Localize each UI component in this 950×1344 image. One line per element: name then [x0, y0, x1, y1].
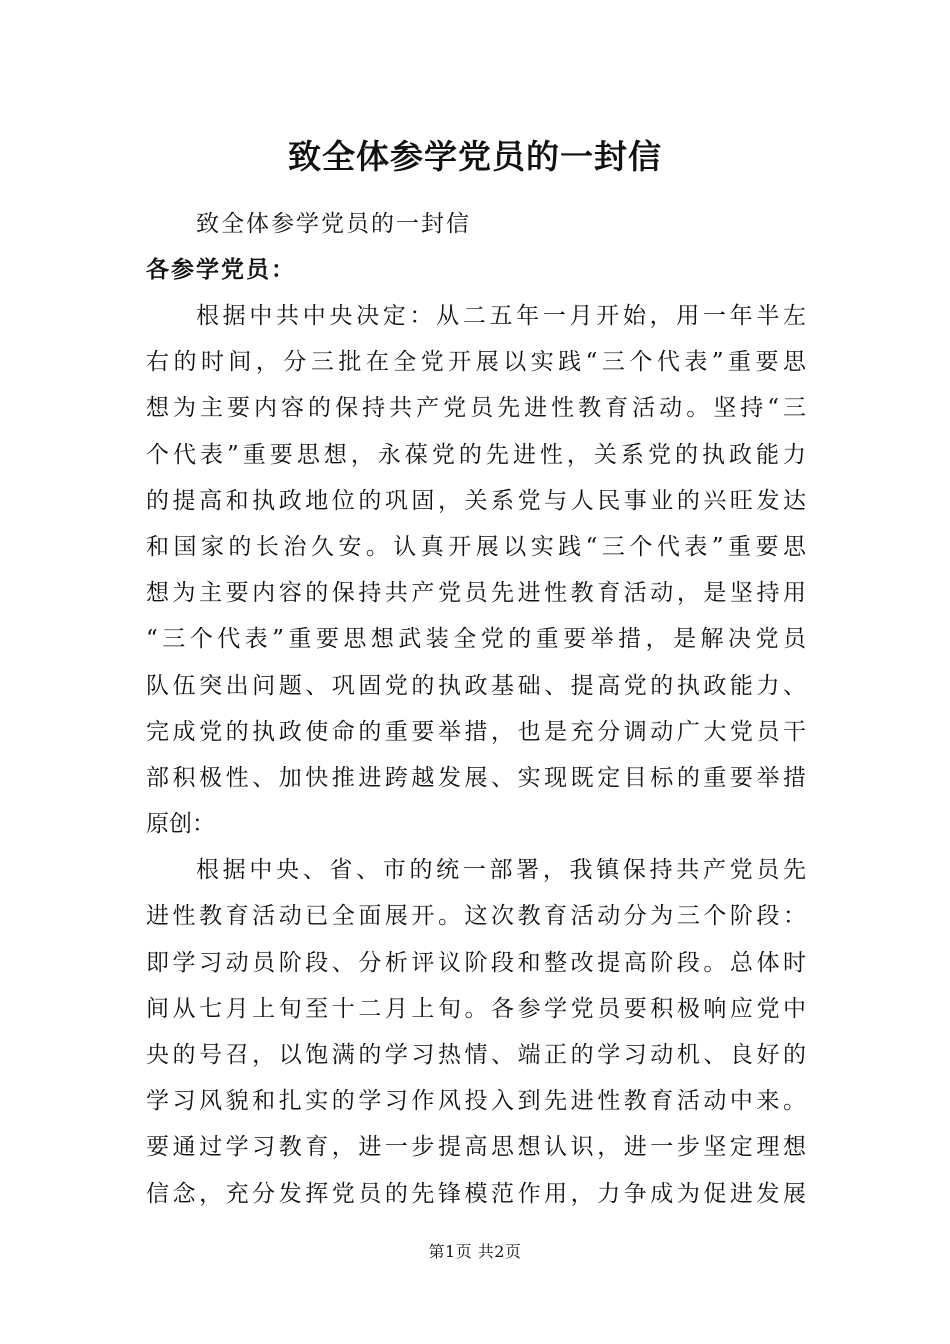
page-number-footer: 第1页 共2页	[428, 1242, 522, 1261]
body-line: 队伍突出问题、巩固党的执政基础、提高党的执政能力、	[146, 672, 806, 699]
body-line: “三个代表”重要思想武装全党的重要举措，是解决党员	[146, 626, 806, 653]
body-line: 学习风貌和扎实的学习作风投入到先进性教育活动中来。	[146, 1088, 806, 1115]
body-line: 完成党的执政使命的重要举措，也是充分调动广大党员干	[146, 718, 806, 745]
body-line: 间从七月上旬至十二月上旬。各参学党员要积极响应党中	[146, 995, 806, 1022]
body-line: 右的时间，分三批在全党开展以实践“三个代表”重要思	[146, 349, 806, 376]
body-line: 根据中共中央决定：从二五年一月开始，用一年半左	[196, 303, 806, 329]
body-line: 根据中央、省、市的统一部署，我镇保持共产党员先	[196, 857, 806, 884]
document-subtitle: 致全体参学党员的一封信	[196, 211, 471, 237]
body-line: 原创：	[146, 811, 215, 838]
salutation: 各参学党员：	[146, 256, 296, 283]
body-line: 信念，充分发挥党员的先锋模范作用，力争成为促进发展	[146, 1180, 806, 1207]
body-line: 进性教育活动已全面展开。这次教育活动分为三个阶段：	[146, 903, 806, 930]
letter-body	[146, 293, 806, 1217]
body-line: 想为主要内容的保持共产党员先进性教育活动。坚持“三	[146, 395, 806, 422]
body-line: 想为主要内容的保持共产党员先进性教育活动，是坚持用	[146, 580, 806, 607]
body-line: 要通过学习教育，进一步提高思想认识，进一步坚定理想	[146, 1134, 806, 1161]
body-line: 央的号召，以饱满的学习热情、端正的学习动机、良好的	[146, 1042, 806, 1068]
body-line: 和国家的长治久安。认真开展以实践“三个代表”重要思	[146, 533, 806, 560]
body-line: 即学习动员阶段、分析评议阶段和整改提高阶段。总体时	[146, 949, 806, 976]
body-line: 部积极性、加快推进跨越发展、实现既定目标的重要举措	[146, 764, 806, 791]
body-line: 个代表”重要思想，永葆党的先进性，关系党的执政能力	[146, 441, 806, 468]
document-title: 致全体参学党员的一封信	[288, 137, 662, 176]
body-line: 的提高和执政地位的巩固，关系党与人民事业的兴旺发达	[146, 487, 806, 514]
